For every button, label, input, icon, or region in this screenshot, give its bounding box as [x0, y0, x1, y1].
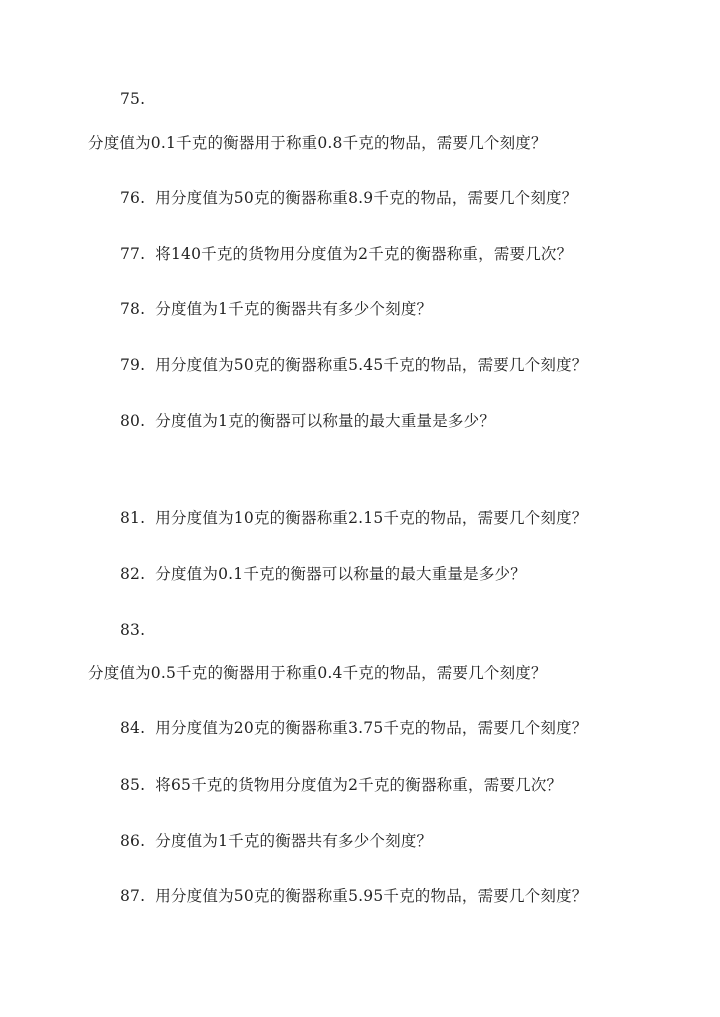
question-text: 分度值为1千克的衡器共有多少个刻度？ [155, 832, 433, 850]
question-number: 85. [120, 776, 146, 794]
question-84 [120, 718, 588, 738]
question-number: 82. [120, 565, 146, 583]
question-number: 84. [120, 719, 146, 737]
question-number: 86. [120, 832, 146, 850]
question-number: 77. [120, 245, 146, 263]
question-83-number: 83. [120, 621, 146, 639]
question-text: 分度值为0.1千克的衡器可以称量的最大重量是多少？ [155, 565, 526, 583]
question-78 [120, 299, 432, 319]
question-82 [120, 564, 526, 584]
question-number: 81. [120, 509, 146, 527]
question-77 [120, 244, 572, 264]
question-number: 78. [120, 300, 146, 318]
question-text: 用分度值为10克的衡器称重2.15千克的物品，需要几个刻度？ [155, 509, 588, 527]
question-number: 80. [120, 412, 146, 430]
question-number: 79. [120, 356, 146, 374]
question-87 [120, 886, 588, 906]
question-text: 分度值为1千克的衡器共有多少个刻度？ [155, 300, 433, 318]
question-75-number: 75. [120, 90, 146, 108]
question-85 [120, 775, 562, 795]
question-80 [120, 411, 495, 431]
question-86 [120, 831, 432, 851]
question-text: 将140千克的货物用分度值为2千克的衡器称重，需要几次？ [155, 245, 573, 263]
question-number: 76. [120, 189, 146, 207]
question-text: 分度值为1克的衡器可以称量的最大重量是多少？ [155, 412, 496, 430]
question-text: 将65千克的货物用分度值为2千克的衡器称重，需要几次？ [155, 776, 563, 794]
question-text: 用分度值为20克的衡器称重3.75千克的物品，需要几个刻度？ [155, 719, 588, 737]
question-79 [120, 355, 588, 375]
question-text: 用分度值为50克的衡器称重5.45千克的物品，需要几个刻度？ [155, 356, 588, 374]
question-number: 87. [120, 887, 146, 905]
question-76 [120, 188, 577, 208]
question-text: 用分度值为50克的衡器称重8.9千克的物品，需要几个刻度？ [155, 189, 578, 207]
question-83-text: 分度值为0.5千克的衡器用于称重0.4千克的物品，需要几个刻度？ [88, 664, 547, 682]
question-81 [120, 508, 588, 528]
question-75-text: 分度值为0.1千克的衡器用于称重0.8千克的物品，需要几个刻度？ [88, 134, 547, 152]
question-text: 用分度值为50克的衡器称重5.95千克的物品，需要几个刻度？ [155, 887, 588, 905]
